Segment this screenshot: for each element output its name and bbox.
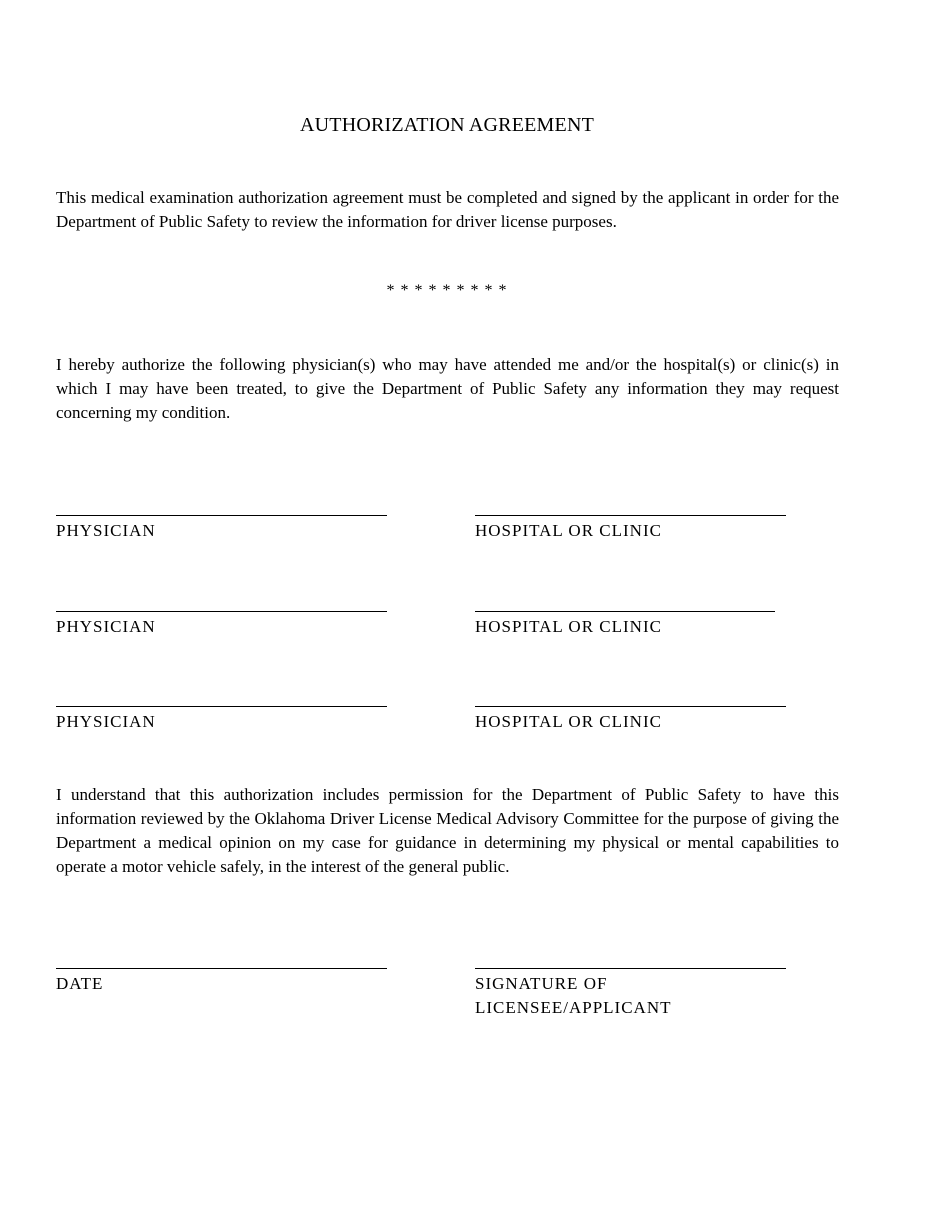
hospital-2-signature-line[interactable] <box>475 611 775 612</box>
physician-1-signature-line[interactable] <box>56 515 387 516</box>
hospital-1-signature-line[interactable] <box>475 515 786 516</box>
date-label: DATE <box>56 974 104 993</box>
section-separator: * * * * * * * * * <box>386 282 508 299</box>
applicant-signature-line[interactable] <box>475 968 786 969</box>
hospital-3-signature-line[interactable] <box>475 706 786 707</box>
hospital-2-label: HOSPITAL OR CLINIC <box>475 617 662 636</box>
understanding-paragraph: I understand that this authorization includes permission for the Department of Public Safety to have this information reviewed by the Oklahoma Driver License Medical Advisory Committee for the purpose of giving the Department a medical opinion on my case for guidance in determining my physical or mental capabilities to operate a motor vehicle safely, in the interest of the general public. <box>56 785 839 876</box>
date-line[interactable] <box>56 968 387 969</box>
document-title: AUTHORIZATION AGREEMENT <box>299 114 594 136</box>
physician-2-signature-line[interactable] <box>56 611 387 612</box>
intro-paragraph: This medical examination authorization agreement must be completed and signed by the applicant in order for the Department of Public Safety to review the information for driver license purposes. <box>56 188 839 231</box>
signature-label-line1: SIGNATURE OF <box>475 974 608 993</box>
physician-2-label: PHYSICIAN <box>56 617 156 636</box>
hospital-3-label: HOSPITAL OR CLINIC <box>475 712 662 731</box>
physician-1-label: PHYSICIAN <box>56 521 156 540</box>
physician-3-signature-line[interactable] <box>56 706 387 707</box>
signature-label-line2: LICENSEE/APPLICANT <box>475 998 672 1017</box>
authorization-paragraph: I hereby authorize the following physician(s) who may have attended me and/or the hospital(s) or clinic(s) in which I may have been treated, to give the Department of Public Safety any information they may request concerning my condition. <box>56 355 839 422</box>
hospital-1-label: HOSPITAL OR CLINIC <box>475 521 662 540</box>
physician-3-label: PHYSICIAN <box>56 712 156 731</box>
